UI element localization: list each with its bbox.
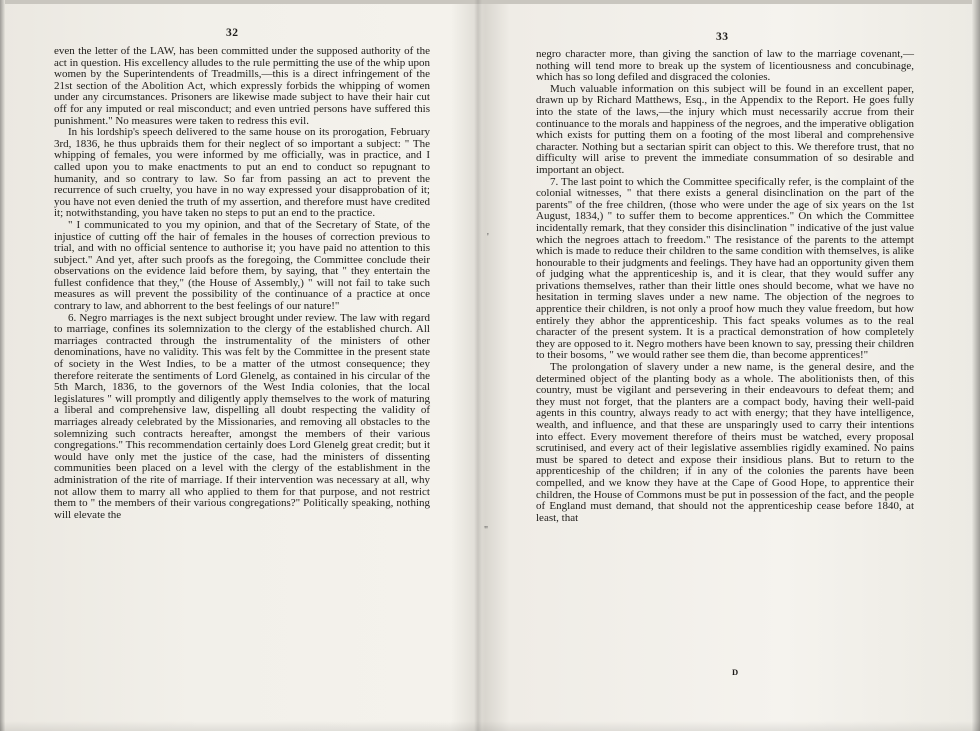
left-paragraph-4: 6. Negro marriages is the next subject brought under review. The law with regard to marriage, confines its solemnization to the clergy of the established church. All marriages contracted through the instrumentality of the ministers of other denominations, have no validity. This was felt by the Committee in the present state of society in the West Indies, to be a matter of the utmost consequence; they therefore reiterate the sentiments of Lord Glenelg, as contained in his circular of the 5th March, 1836, to the governors of the West India colonies, that the local legislatures " will promptly and diligently apply themselves to the work of maturing a liberal and comprehensive law, dispelling all doubt respecting the validity of marriages already celebrated by the Missionaries, and removing all obstacles to the solemnizing such contracts hereafter, amongst the members of their various congregations." This recommendation certainly does Lord Glenelg great credit; but it would have only met the justice of the case, had the ministers of dissenting communities been placed on a level with the clergy of the establishment in the administration of the rite of marriage. If their intervention was necessary at all, why not allow them to marry all who applied to them for that purpose, and not restrict them to " the members of their various congregations?" Politically speaking, nothing will elevate the — [54, 311, 430, 521]
left-page-edge — [0, 0, 5, 731]
right-paragraph-2: Much valuable information on this subject will be found in an excellent paper, drawn up by Richard Matthews, Esq., in the Appendix to the Report. He goes fully into the state of the laws,—the injury which must necessarily accrue from their continuance to the morals and happiness of the negroes, and the imperative obligation which exists for putting them on a footing of the most liberal and comprehensive character. Nothing but a sectarian spirit can object to this. We therefore trust, that no difficulty will arise to prevent the immediate consummation of so desirable and important an object. — [536, 82, 914, 176]
top-edge — [0, 0, 980, 4]
right-paragraph-3: 7. The last point to which the Committee specifically refer, is the complaint of the colonial witnesses, " that there exists a general disinclination on the part of the parents" of the free children, (those who were under the age of six years on the 1st August, 1834,) " to suffer them to become apprentices." On which the Committee incidentally remark, that they consider this disinclination " indicative of the just value which the negroes attach to freedom." The resistance of the parents to the attempt which is made to reduce their children to the same condition with themselves, is alike honourable to their judgments and feelings. They have had an opportunity given them of judging what the apprenticeship is, and it is clear, that they would suffer any privations themselves, rather than their little ones should become, what we have no hesitation in terming slaves under a new name. The objection of the negroes to apprentice their children, is not only a proof how much they value freedom, but how entirely they abhor the apprenticeship. This fact speaks volumes as to the real character of the present system. It is a practical demonstration of how completely they are opposed to it. Negro mothers have been known to say, pressing their children to their bosoms, " we would rather see them die, than become apprentices!" — [536, 175, 914, 362]
book-gutter — [474, 0, 482, 731]
right-page-text — [536, 49, 914, 524]
margin-mark-1: " — [484, 525, 489, 536]
margin-mark-2: ' — [487, 232, 489, 243]
right-page-edge — [972, 0, 980, 731]
left-paragraph-3: " I communicated to you my opinion, and that of the Secretary of State, of the injustice of cutting off the hair of females in the houses of correction previous to trial, and with no official sentence to authorise it; you have paid no attention to this subject." And yet, after such proofs as the foregoing, the Committee conclude their observations on the evidence laid before them, by saying, that " they entertain the fullest confidence that they," (the House of Assembly,) " will not fail to take such measures as will prevent the possibility of the continuance of a practice at once contrary to law, and abhorrent to the best feelings of our nature!" — [54, 218, 430, 313]
right-paragraph-4: The prolongation of slavery under a new name, is the general desire, and the determined object of the planting body as a whole. The abolitionists then, of this country, must be vigilant and persevering in their endeavours to defeat them; and they must not forget, that the planters are a compact body, having their well-paid agents in this country, always ready to act with energy; that they have intelligence, wealth, and influence, and that these are unsparingly used to carry their intentions into effect. Every movement therefore of theirs must be watched, every proposal scrutinised, and every act of their legislative assemblies rigidly examined. No pains must be spared to detect and expose their insidious plans. But to return to the apprenticeship of the children; if in any of the colonies the parents have been compelled, and we know they have at the Cape of Good Hope, to apprentice their children, the House of Commons must be put in possession of the fact, and the people of England must demand, that should not the apprenticeship cease before 1840, at least, that — [536, 361, 914, 524]
page-number-right: 33 — [716, 31, 729, 43]
page-number-left: 32 — [226, 27, 239, 39]
signature-mark: D — [732, 667, 739, 677]
bottom-edge — [0, 721, 980, 731]
left-page-text — [54, 46, 430, 521]
right-paragraph-1: negro character more, than giving the sanction of law to the marriage covenant,—nothing will tend more to break up the system of licentiousness and concubinage, which has so long defiled and disgraced the colonies. — [536, 48, 914, 84]
left-paragraph-2: In his lordship's speech delivered to the same house on its prorogation, February 3rd, 1836, he thus upbraids them for their neglect of so important a subject: " The whipping of females, you were informed by me officially, was in practice, and I called upon you to make enactments to put an end to conduct so repugnant to humanity, and so contrary to law. So far from passing an act to prevent the recurrence of such cruelty, you have in no way expressed your disapprobation of it; you have not even denied the truth of my assertion, and therefore must have credited it; notwithstanding, you have taken no steps to put an end to the practice. — [54, 126, 430, 220]
left-paragraph-1: even the letter of the LAW, has been committed under the supposed authority of the act in question. His excellency alludes to the rule permitting the use of the whip upon women by the Superintendents of Treadmills,—this is a direct infringement of the 21st section of the Abolition Act, which expressly forbids the whipping of women under any circumstances. Prisoners are likewise made subject to have their hair cut off for any imputed or real misconduct; and even untried persons have suffered this punishment." No measures were taken to redress this evil. — [54, 45, 430, 127]
